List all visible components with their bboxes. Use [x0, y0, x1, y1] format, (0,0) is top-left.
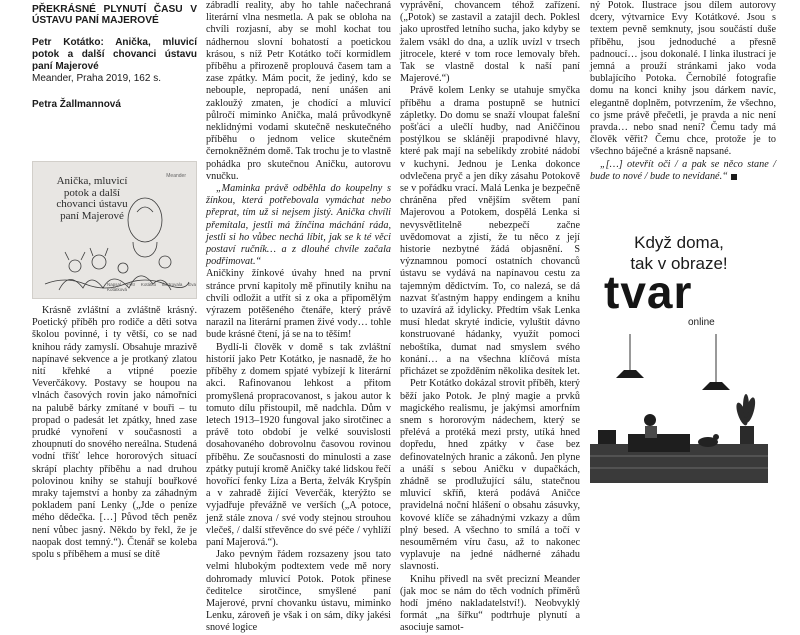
article-kicker: PŘEKRÁSNÉ PLYNUTÍ ČASU V ÚSTAVU PANÍ MAJEROVÉ: [32, 4, 197, 27]
cover-title: Anička, mluvicí potok a další chovanci ústavu paní Majerové: [56, 175, 128, 222]
body-paragraph: ný Potok. Ilustrace jsou dílem autorovy dcery, výtvarnice Evy Kotátkové. Jsou s textem pevně semknuty, jsou součástí duše příběhu, jsou jednoduché a přesně padnoucí… jsou dokonalé. I linka ilustrací je jemná a prouží stránkami jako voda bublajícího Potoka. Černobílé fotografie domu na konci knihy jsou dárkem navíc, elegantně doplněm, potvrzením, že všechno, co jsme právě přečetli, je pravda a nic není pravda… nebo snad není? Čemu tady má člověk věřit? Čemu chce, protože je to všechno báječné a krásně napsané.: [590, 0, 776, 158]
end-mark-icon: [731, 174, 737, 180]
book-publisher: Meander, Praha 2019, 162 s.: [32, 72, 161, 84]
column-3: [400, 0, 580, 634]
lamp-left: [616, 370, 644, 378]
body-paragraph: Právě kolem Lenky se utahuje smyčka příběhu a drama postupně se hutnicí zápletky. Do domu se snaží vloupat falešní pošťáci a ulečlí hudby, nad Aniččinou postýlkou se skláněji prapodivné hlavy, které pak mají na sebelíkdy zrobité nádobí v kuchyni. Jednou je Lenka dokonce odvlečena pryč a jen díky zásahu Potokově se v pořádku vrací. Malá Lenka je bezpečně chráněna před vnějším světem paní Majerovou a Potokem, dospělá Lenka si nevysvětlitelně nebezpečí začne uvědomovat a zjistí, že tu něco z její historie nezbytné žádá objasnění. S významnou pomocí ostatních chovanců ústavu se vydává na napínavou cestu za tajemným dědictvím. To, co nalezá, se dá nazvat šťastným happy endingem a knihu to uzavírá až idylicky. Předtím však Lenka musí hledat skryté indicie, vyluštit dávno konstruované hádanky, využít pomoci neboštíka, dumat nad smyslem svého konání… a na všechna klíčová místa přicházet se zpožděním několika desítek let.: [400, 85, 580, 378]
body-paragraph: vyprávění, chovancem téhož zařízení. („Potok) se zastavil a zatajil dech. Poklesl jako uprostřed letního sucha, jako kdyby se žalem vsákl do dna, a uzlík uvízl v trsech jitrocele, které v tom roce lemovaly břeh. Tak se vlastně dostal k naší paní Majerové.“): [400, 0, 580, 85]
book-cover-image: [32, 161, 197, 299]
body-paragraph: zábradlí reality, aby ho tahle načechraná literární vlna nesmetla. A pak se obloha na chvíli rozjasní, aby se mohl kochat tou nádhernou slovní bohatostí a poetickou krásou, s níž Petr Kotátko točí kormidlem příběhu a přirozeně proplouvá časem tam a zase zpátky. Mám pocit, že jediný, kdo se nebouple, nepropadá, není unášen ani zakloužý zmaten, je chodící a mluvicí půlročí miminko Anička, malá průvodkyně neklidnými vodami skutečně neskutečného příběhu o jednom velice skutečném černokněžném domě. Tak trochu je to vlastně pohádka pro skutečnou Aničku, autorovu vnučku.: [206, 0, 391, 182]
column-4: [590, 0, 776, 226]
ad-logo-subtitle: online: [688, 317, 715, 328]
lamp-right: [702, 382, 730, 390]
ad-headline-line-1: Když doma,: [634, 233, 724, 252]
body-paragraph: Aničkiny žínkové úvahy hned na první stránce první kapitoly mě přinutily knihu na chvíli odložit a utřít si z oka a připomělým výrazem potěšeného čtenáře, který právě narazil na literární pramen živé vody… tohle bude krásné čtení, já se na to těším!: [206, 268, 391, 341]
body-paragraph: Krásně zvláštní a zvláštně krásný. Poetický příběh pro rodiče a děti sotva školou povinné, i ty větší, co se nad knihou rády zamyslí. Obsahuje mrazivě napínavé sekvence a je protkaný zlatou nití křehké a vtipné poezie Veverčákovy. Postavy se houpou na vlnách časových rovin jako námořníci na palubě bárky zmítané v bouři – tu propad o padesát let zpátky, hned zase prudké vynoření v současnosti a zhoupnutí do snového nereálna. Studená vodní tříšť lehce hororových situací skrápí plachty příběhu a nad druhou polovinou knihy se stahují bouřkové mraky tajemství a honby za záhadným pokladem paní Lenky („Jde o peníze mého dědečka. […] Původ těch peněz není vůbec jasný. Někdo by řekl, že je naopak dost temný.“). Čtenář se koleba spolu s příběhem a musí se dítě: [32, 305, 197, 561]
body-paragraph: Jako pevným řádem rozsazeny jsou tato velmi hlubokým podtextem vede mě nory dohromady mluvicí Potok. Potok přinese čeditelce sirotčince, smyšlené paní Majerové, první chovanku ústavu, miminko Lenku, zároveň je však i on sám, díky jakési snové logice: [206, 549, 391, 634]
column-1: [32, 0, 197, 561]
book-credit: [32, 37, 197, 85]
body-paragraph: Knihu přivedl na svět precizní Meander (jak moc se nám do těch vodních příměrů hodí jméno nakladatelství!). Neobvyklý formát „na šířku“ podtrhuje plynutí a asociuje samot-: [400, 573, 580, 634]
review-author: Petra Žallmannová: [32, 98, 121, 110]
ad-headline-line-2: tak v obraze!: [630, 254, 728, 273]
book-title: Petr Kotátko: Anička, mluvicí potok a další chovanci ústavu paní Majerové: [32, 36, 197, 72]
body-paragraph: Petr Kotátko dokázal strovit příběh, který běží jako Potok. Je plný magie a prvků magického realismu, je jakýmsi amorfním snem s hororovým nádechem, který se přelévá a protéká mezi prsty, utíká hned dopředu, hned zpátky v čase bez definovatelných hranic a zákonů. Jen plyne a unáší s sebou Aničku v dupačkách, zhádně se prodlužující sálu, statečnou mluvicí skříň, která podává Aničce pravidelná noční hlášení o obsahu zásuvky, kovové klíče se záhadnými vzkazy a dům plný besed. A všechno to smílá a točí v nesouměrném víru času, až to nakonec vyplavuje na jedné nádherné záhadu slavnosti.: [400, 378, 580, 573]
closing-quote: „[…] otevřít oči / a pak se něco stane / bude to nové / bude to nevídané.“: [590, 158, 776, 182]
ad-logo: tvar: [604, 266, 693, 318]
quote-text: „Maminka právě odběhla do koupelny s žínkou, která potřebovala vymáchat nebo přeprat, tím už si nejsem jistý. Anička chvíli přemítala, jestli má žínčina máchání ráda, jestli si ho vůbec nechá líbit, jak se k té věci postaví ručník… a z dlouhé chvíle začala podřimovat.“: [206, 183, 391, 268]
quote-paragraph: [206, 183, 391, 268]
column-2: [206, 0, 391, 634]
body-paragraph: Bydlí-li člověk v domě s tak zvláštní historií jako Petr Kotátko, je nasnadě, že ho příběhy z domem spjaté vybízejí k literární akci. Rafinovanou lehkost a přitom promyšlená propracovanost, s jakou autor k tomuto dílu přistoupil, mě nadchla. Dům v letech 1913–1920 fungoval jako sirotčinec a právě toto období je velké souvislosti dosahovaného dobrovolnu časovou rovinou příběhu. Ze současnosti do minulosti a zase zpátky putují kromě Aničky také lidskou řečí hovořící fenky Líza a Berta, želvák Kryšpín a v zahradě žijící Veverčák, kterýžto se vyjadřuje převážně ve verších („A potoce, jenž stále znova / své vody stejnou strouhou vlečeš, / další střevěnce do své péče / vyhlíží paní Majerová.“).: [206, 341, 391, 548]
advertisement[interactable]: [590, 226, 768, 483]
cover-credits: Napsal Petr Kotátko Ilustrovala Eva Kotátková: [107, 282, 196, 293]
cover-publisher-mark: Meander: [166, 173, 186, 180]
closing-quote-paragraph: [590, 159, 776, 183]
ad-illustration: [590, 334, 768, 483]
